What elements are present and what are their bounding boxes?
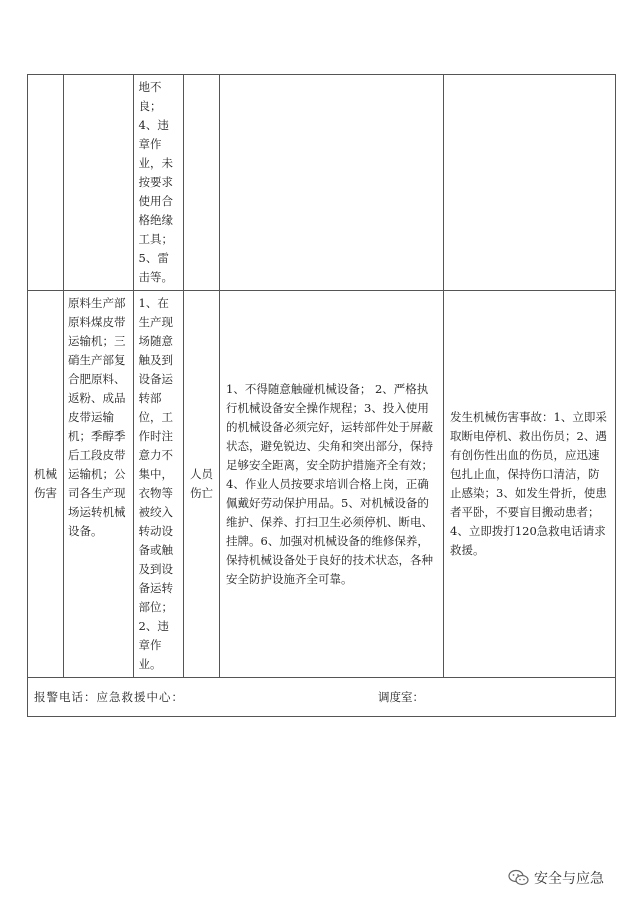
- cell-consequence: [184, 291, 220, 678]
- cell-measures: [220, 291, 444, 678]
- footer-row: [28, 678, 616, 717]
- hazard-type-text: 机械伤害: [34, 467, 57, 500]
- cell-cause-continued: [134, 75, 184, 291]
- cell-cause: [134, 291, 184, 678]
- dispatch-room-label: 调度室：: [378, 689, 424, 704]
- watermark-text: 安全与应急: [534, 871, 604, 887]
- cause-continued-text: 地不良；4、违章作业，未按要求使用合格绝缘工具；5、雷击等。: [138, 80, 173, 284]
- consequence-text: 人员伤亡: [190, 467, 213, 500]
- cell-empty: [444, 75, 616, 291]
- cell-empty: [28, 75, 64, 291]
- cell-location: [64, 291, 134, 678]
- cell-empty: [220, 75, 444, 291]
- cell-emergency: [444, 291, 616, 678]
- hazard-table: [27, 74, 616, 717]
- alarm-phone-label: 报警电话：应急救援中心：: [34, 689, 184, 704]
- table-row-mechanical-injury: [28, 291, 616, 678]
- table-row-continued: [28, 75, 616, 291]
- measures-text: 1、不得随意触碰机械设备； 2、严格执行机械设备安全操作规程；3、投入使用的机械设备必须完好，运转部件处于屏蔽状态，避免锐边、尖角和突出部分，保持足够安全距离，安全防护措施齐全有效；4、作业人员按要求培训合格上岗，正确佩戴好劳动保护用品。5、对机械设备的维护、保养、打扫卫生必须停机、断电、挂牌。6、加强对机械设备的维修保养，保持机械设备处于良好的技术状态，各种安全防护设施齐全可靠。: [226, 381, 433, 586]
- cause-text: 1、在生产现场随意触及到设备运转部位，工作时注意力不集中，衣物等被绞入转动设备或触及到设备运转部位；2、违章作业。: [138, 296, 173, 671]
- cell-empty: [184, 75, 220, 291]
- emergency-text: 发生机械伤害事故：1、立即采取断电停机、救出伤员；2、遇有创伤性出血的伤员，应迅速包扎止血，保持伤口清洁，防止感染；3、如发生骨折，使患者平卧，不要盲目搬动患者；4、立即拨打120急救电话请求救援。: [450, 410, 607, 557]
- location-text: 原料生产部原料煤皮带运输机；三硝生产部复合肥原料、返粉、成品皮带运输机；季醇季后工段皮带运输机；公司各生产现场运转机械设备。: [68, 296, 126, 538]
- footer-cell: [28, 678, 616, 717]
- cell-empty: [64, 75, 134, 291]
- wechat-icon: [508, 869, 530, 887]
- cell-hazard-type: [28, 291, 64, 678]
- watermark: [508, 868, 604, 888]
